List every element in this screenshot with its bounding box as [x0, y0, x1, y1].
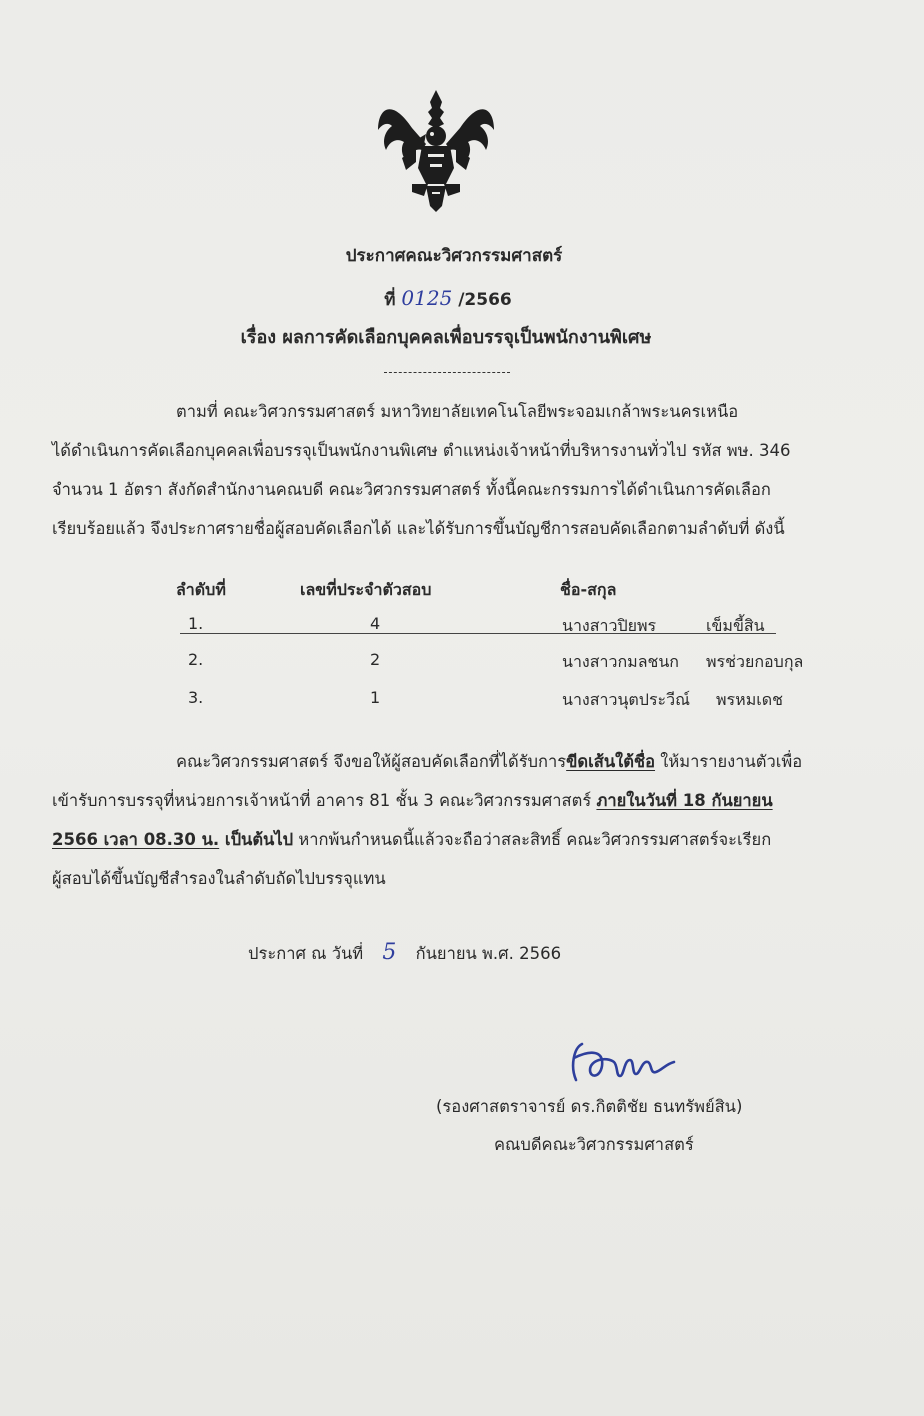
table-row-last-name: พรหมเดช	[716, 690, 783, 709]
header-exam-no: เลขที่ประจำตัวสอบ	[300, 580, 432, 599]
dateline-prefix: ประกาศ ณ วันที่	[248, 944, 364, 963]
header-name: ชื่อ-สกุล	[560, 580, 617, 599]
notice-emphasis: ขีดเส้นใต้ชื่อ	[566, 752, 656, 771]
notice-line: ผู้สอบได้ขึ้นบัญชีสำรองในลำดับถัดไปบรรจุแทน	[52, 869, 386, 888]
table-row-exam-no: 1	[370, 688, 381, 707]
table-row-last-name: เข็มขี้สิน	[706, 616, 765, 635]
announcement-number	[0, 286, 910, 313]
notice-line	[52, 820, 882, 859]
table-row-exam-no: 2	[370, 650, 381, 669]
announcement-subject: เรื่อง ผลการคัดเลือกบุคคลเพื่อบรรจุเป็นพนักงานพิเศษ	[240, 327, 652, 348]
intro-paragraph	[52, 392, 882, 548]
divider	[384, 372, 510, 373]
garuda-emblem	[372, 88, 500, 212]
dateline-day: 5	[382, 940, 397, 965]
number-prefix: ที่	[384, 290, 396, 310]
signatory-name: (รองศาสตราจารย์ ดร.กิตติชัย ธนทรัพย์สิน)	[436, 1097, 743, 1116]
table-row-first-name: นางสาวนุตประวีณ์	[562, 690, 690, 709]
intro-line: ตามที่ คณะวิศวกรรมศาสตร์ มหาวิทยาลัยเทคโนโลยีพระจอมเกล้าพระนครเหนือ	[176, 402, 739, 421]
table-row-exam-no: 4	[370, 614, 381, 633]
notice-text: เข้ารับการบรรจุที่หน่วยการเจ้าหน้าที่ อาคาร 81 ชั้น 3 คณะวิศวกรรมศาสตร์	[52, 791, 597, 810]
intro-line: เรียบร้อยแล้ว จึงประกาศรายชื่อผู้สอบคัดเลือกได้ และได้รับการขึ้นบัญชีการสอบคัดเลือกตามลำดับที่ ดังนี้	[52, 519, 785, 538]
table-row-first-name: นางสาวกมลชนก	[562, 652, 679, 671]
table-row-order: 1.	[188, 614, 204, 633]
notice-emphasis: เป็นต้นไป	[219, 830, 294, 849]
notice-text: หากพ้นกำหนดนี้แล้วจะถือว่าสละสิทธิ์ คณะวิศวกรรมศาสตร์จะเรียก	[293, 830, 772, 849]
table-row-first-name: นางสาวปิยพร	[562, 616, 657, 635]
table-row-last-name: พรช่วยกอบกุล	[706, 652, 804, 671]
dateline-suffix: กันยายน พ.ศ. 2566	[415, 944, 562, 963]
handwritten-signature	[560, 1036, 690, 1086]
notice-line	[52, 781, 882, 820]
intro-line: ได้ดำเนินการคัดเลือกบุคคลเพื่อบรรจุเป็นพนักงานพิเศษ ตำแหน่งเจ้าหน้าที่บริหารงานทั่วไป รหัส พษ. 346	[52, 441, 791, 460]
notice-emphasis: ภายในวันที่ 18 กันยายน	[596, 791, 773, 810]
notice-paragraph	[52, 742, 882, 898]
number-suffix: /2566	[458, 290, 512, 310]
selected-underline	[180, 633, 776, 634]
intro-line: จำนวน 1 อัตรา สังกัดสำนักงานคณบดี คณะวิศวกรรมศาสตร์ ทั้งนี้คณะกรรมการได้ดำเนินการคัดเลือก	[52, 480, 771, 499]
signatory-position: คณบดีคณะวิศวกรรมศาสตร์	[494, 1135, 694, 1154]
announcement-title: ประกาศคณะวิศวกรรมศาสตร์	[345, 246, 563, 266]
table-row-order: 3.	[188, 688, 204, 707]
notice-text: ให้มารายงานตัวเพื่อ	[655, 752, 803, 771]
notice-line	[52, 742, 882, 781]
number-handwritten: 0125	[401, 286, 453, 310]
dateline	[248, 940, 561, 967]
header-order: ลำดับที่	[176, 580, 226, 599]
notice-emphasis: 2566 เวลา 08.30 น.	[52, 830, 220, 849]
table-row-order: 2.	[188, 650, 204, 669]
notice-text: คณะวิศวกรรมศาสตร์ จึงขอให้ผู้สอบคัดเลือกที่ได้รับการ	[176, 752, 567, 771]
